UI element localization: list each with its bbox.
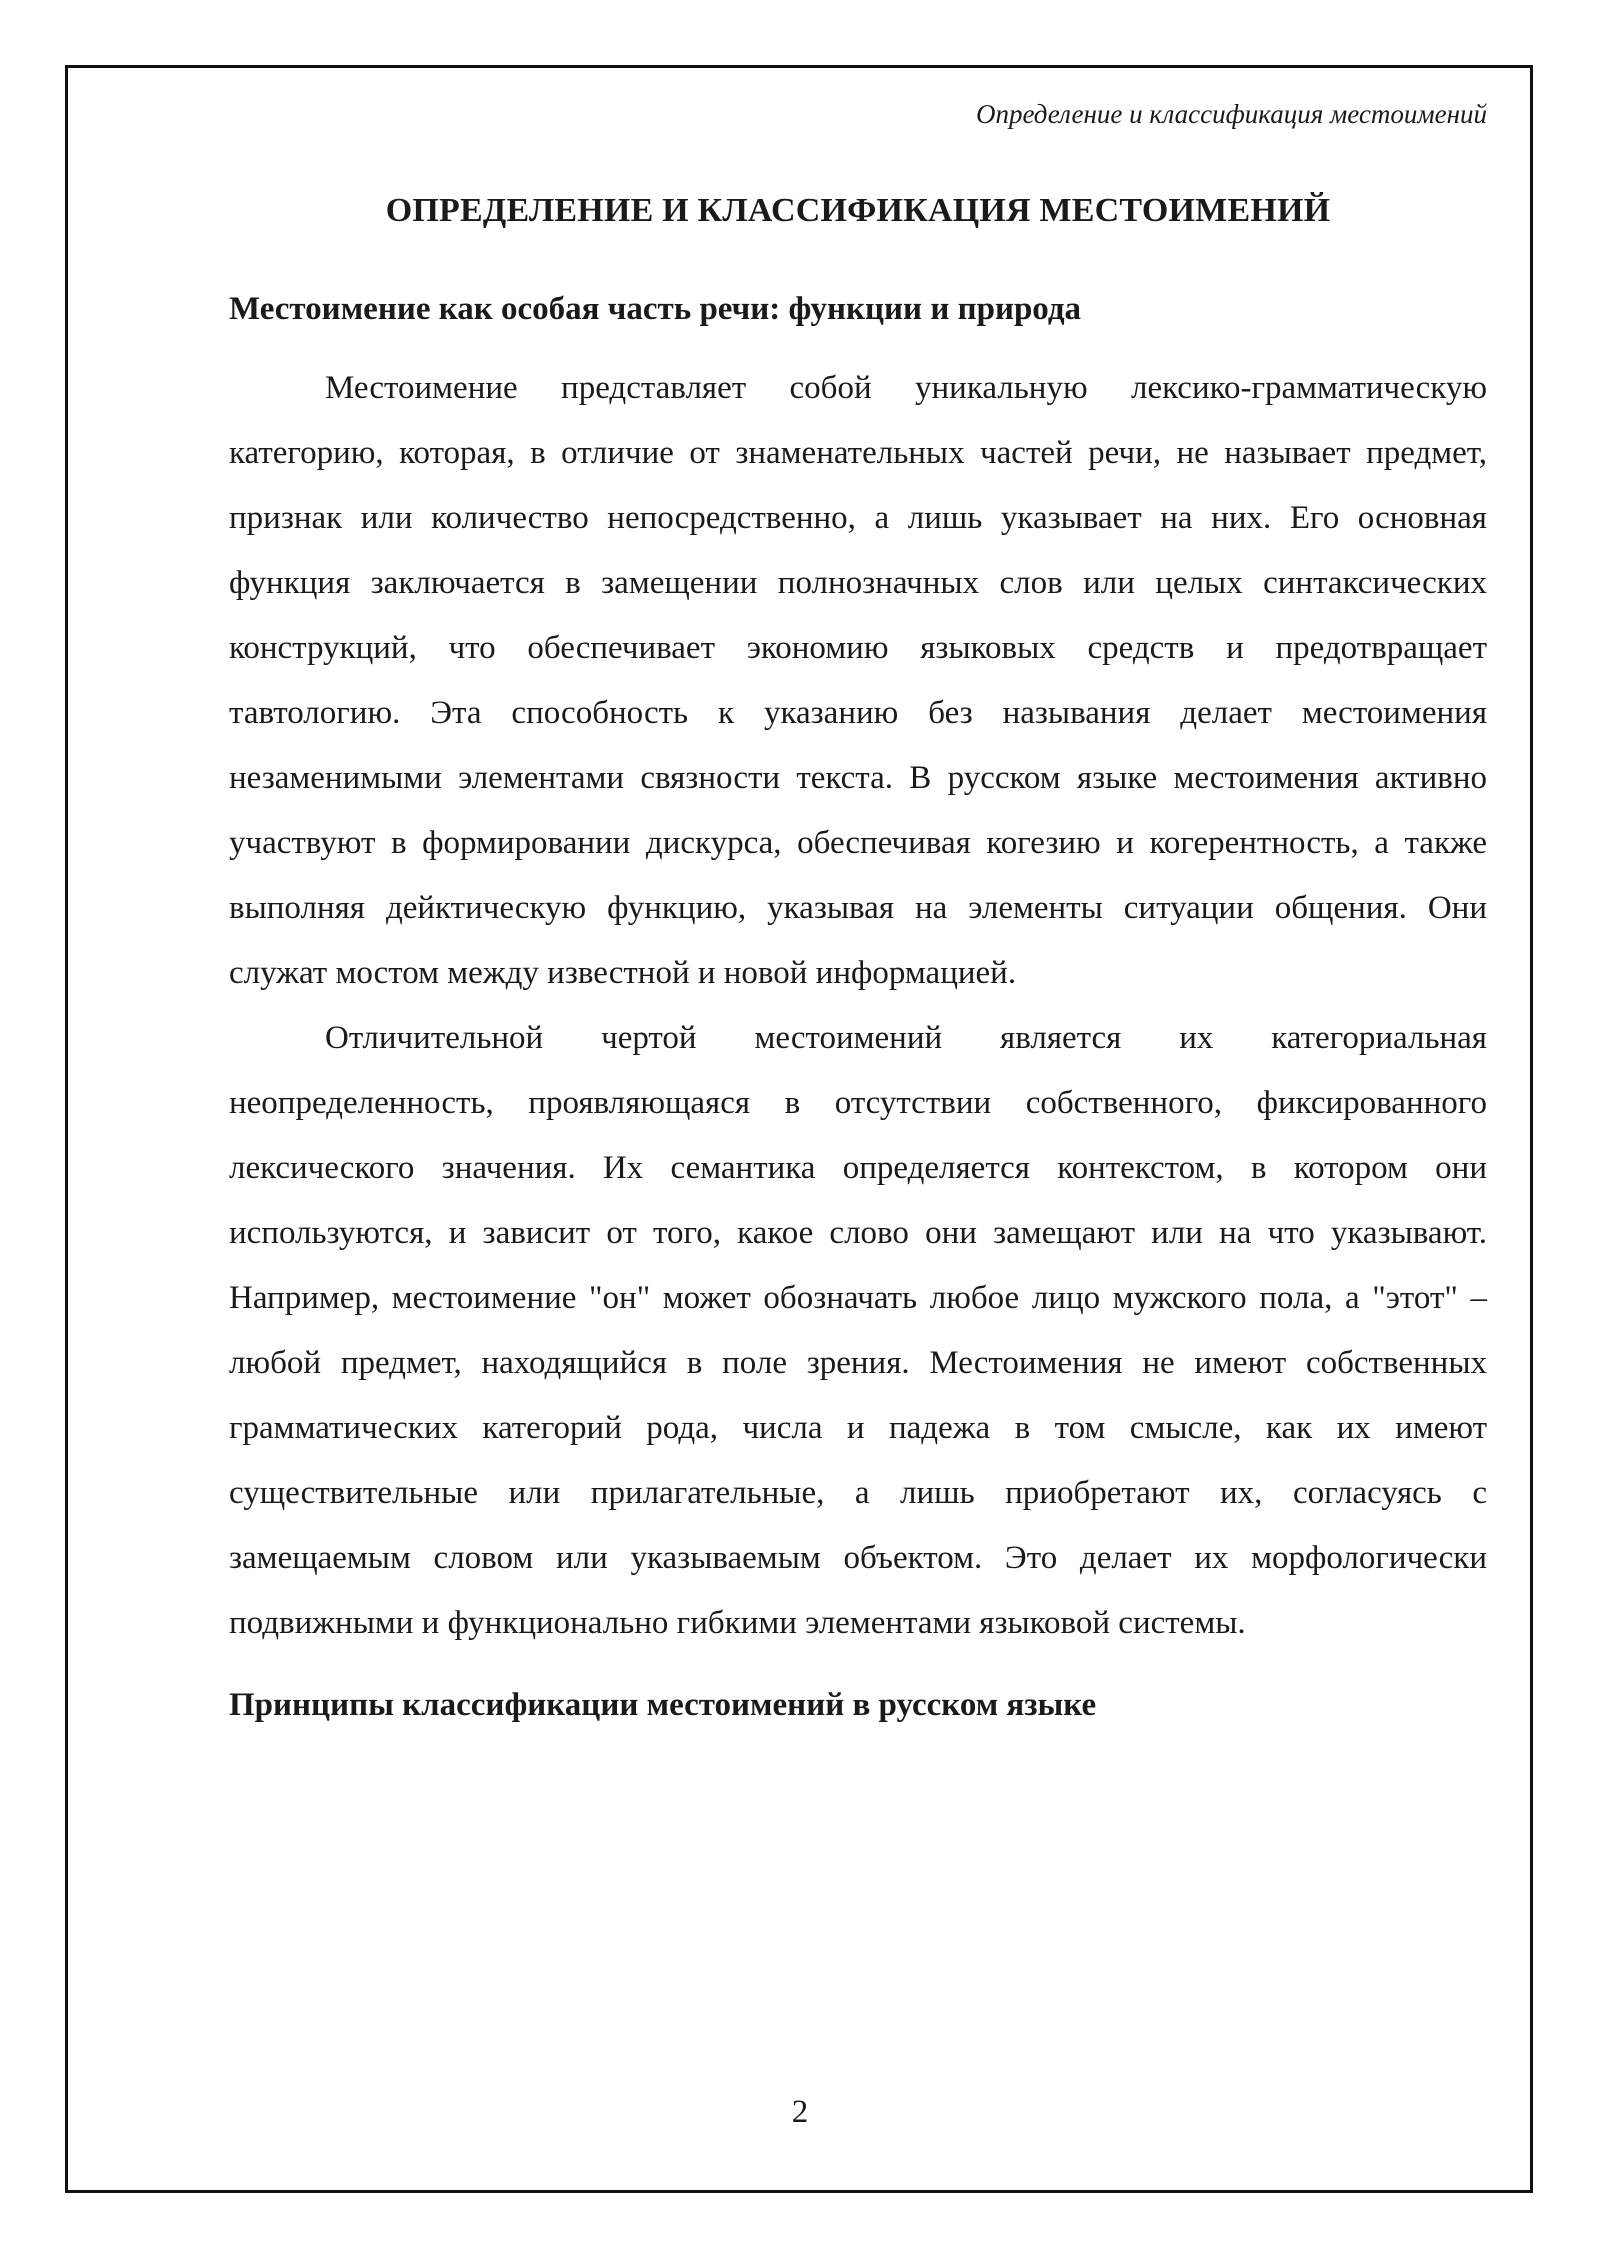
section-heading-functions: Местоимение как особая часть речи: функции и природа [229, 291, 1082, 327]
section-heading-classification: Принципы классификации местоимений в русском языке [229, 1687, 1097, 1723]
page-number: 2 [791, 2094, 809, 2130]
document-body [229, 186, 1487, 1730]
paragraph-1: Местоимение представляет собой уникальную лексико-грамматическую категорию, которая, в отличие от знаменательных частей речи, не называет предмет, признак или количество непосредственно, а лишь указывает на них. Его основная функция заключается в замещении полнозначных слов или целых синтаксических конструкций, что обеспечивает экономию языковых средств и предотвращает тавтологию. Эта способность к указанию без называния делает местоимения незаменимыми элементами связности текста. В русском языке местоимения активно участвуют в формировании дискурса, обеспечивая когезию и когерентность, а также выполняя дейктическую функцию, указывая на элементы ситуации общения. Они служат мостом между известной и новой информацией. [229, 370, 1487, 991]
running-header: Определение и классификация местоимений [975, 99, 1487, 129]
document-title: ОПРЕДЕЛЕНИЕ И КЛАССИФИКАЦИЯ МЕСТОИМЕНИЙ [385, 192, 1331, 229]
paragraph-2: Отличительной чертой местоимений является их категориальная неопределенность, проявляющаяся в отсутствии собственного, фиксированного лексического значения. Их семантика определяется контекстом, в котором они используются, и зависит от того, какое слово они замещают или на что указывают. Например, местоимение "он" может обозначать любое лицо мужского пола, а "этот" – любой предмет, находящийся в поле зрения. Местоимения не имеют собственных грамматических категорий рода, числа и падежа в том смысле, как их имеют существительные или прилагательные, а лишь приобретают их, согласуясь с замещаемым словом или указываемым объектом. Это делает их морфологически подвижными и функционально гибкими элементами языковой системы. [229, 1020, 1487, 1641]
